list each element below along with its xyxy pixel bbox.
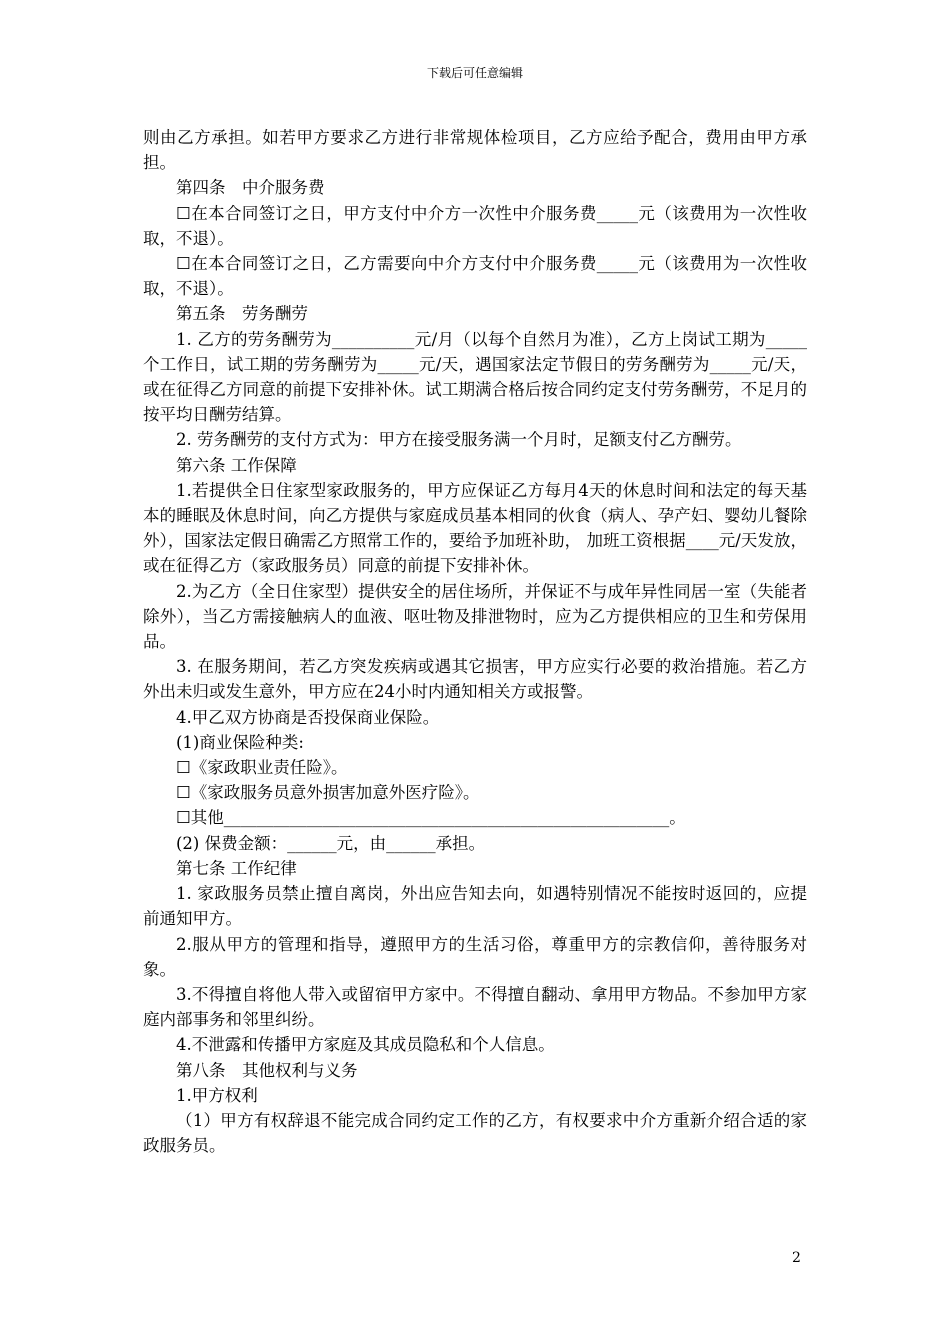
paragraph: ☐在本合同签订之日，甲方支付中介方一次性中介服务费_____元（该费用为一次性收取，不退）。 (143, 203, 807, 248)
paragraph: ☐《家政职业责任险》。 (176, 758, 348, 778)
paragraph: 2.为乙方（全日住家型）提供安全的居住场所，并保证不与成年异性同居一室（失能者除外），当乙方需接触病人的血液、呕吐物及排泄物时，应为乙方提供相应的卫生和劳保用品。 (143, 581, 807, 652)
paragraph: 4.甲乙双方协商是否投保商业保险。 (176, 707, 440, 727)
paragraph: 第七条 工作纪律 (176, 858, 297, 878)
paragraph: ☐在本合同签订之日，乙方需要向中介方支付中介服务费_____元（该费用为一次性收取，不退）。 (143, 254, 807, 299)
page-number: 2 (792, 1250, 801, 1266)
paragraph: 第四条 中介服务费 (176, 178, 325, 198)
document-body (143, 125, 807, 1158)
paragraph: 2. 劳务酬劳的支付方式为：甲方在接受服务满一个月时，足额支付乙方酬劳。 (176, 430, 742, 450)
paragraph: （1）甲方有权辞退不能完成合同约定工作的乙方，有权要求中介方重新介绍合适的家政服务员。 (143, 1110, 807, 1156)
paragraph: ☐其他______________________________________________________。 (176, 808, 686, 828)
paragraph: 第八条 其他权利与义务 (176, 1060, 358, 1080)
paragraph: (2) 保费金额：______元，由______承担。 (176, 833, 486, 853)
paragraph: 1. 乙方的劳务酬劳为__________元/月（以每个自然月为准），乙方上岗试工期为_____个工作日，试工期的劳务酬劳为_____元/天，遇国家法定节假日的劳务酬劳为_____元/天，或在征得乙方同意的前提下安排补休。试工期满合格后按合同约定支付劳务酬劳，不足月的按平均日酬劳结算。 (143, 329, 807, 425)
paragraph: 1.甲方权利 (176, 1085, 258, 1105)
paragraph: ☐《家政服务员意外损害加意外医疗险》。 (176, 783, 480, 803)
paragraph: 3.不得擅自将他人带入或留宿甲方家中。不得擅自翻动、拿用甲方物品。不参加甲方家庭内部事务和邻里纠纷。 (143, 984, 807, 1030)
paragraph: 3. 在服务期间，若乙方突发疾病或遇其它损害，甲方应实行必要的救治措施。若乙方外出未归或发生意外，甲方应在24小时内通知相关方或报警。 (143, 657, 807, 702)
paragraph: (1)商业保险种类: (176, 732, 304, 752)
paragraph: 1.若提供全日住家型家政服务的，甲方应保证乙方每月4天的休息时间和法定的每天基本的睡眠及休息时间，向乙方提供与家庭成员基本相同的伙食（病人、孕产妇、婴幼儿餐除外），国家法定假日确需乙方照常工作的，要给予加班补助， 加班工资根据____元/天发放，或在征得乙方（家政服务员）同意的前提下安排补休。 (143, 480, 807, 576)
paragraph: 第五条 劳务酬劳 (176, 304, 308, 324)
paragraph: 第六条 工作保障 (176, 455, 297, 475)
paragraph: 2.服从甲方的管理和指导，遵照甲方的生活习俗，尊重甲方的宗教信仰，善待服务对象。 (143, 934, 807, 979)
page-header: 下载后可任意编辑 (426, 66, 523, 80)
paragraph: 4.不泄露和传播甲方家庭及其成员隐私和个人信息。 (176, 1035, 555, 1055)
paragraph: 1. 家政服务员禁止擅自离岗，外出应告知去向，如遇特别情况不能按时返回的，应提前通知甲方。 (143, 884, 807, 929)
paragraph: 则由乙方承担。如若甲方要求乙方进行非常规体检项目，乙方应给予配合，费用由甲方承担。 (143, 128, 807, 173)
